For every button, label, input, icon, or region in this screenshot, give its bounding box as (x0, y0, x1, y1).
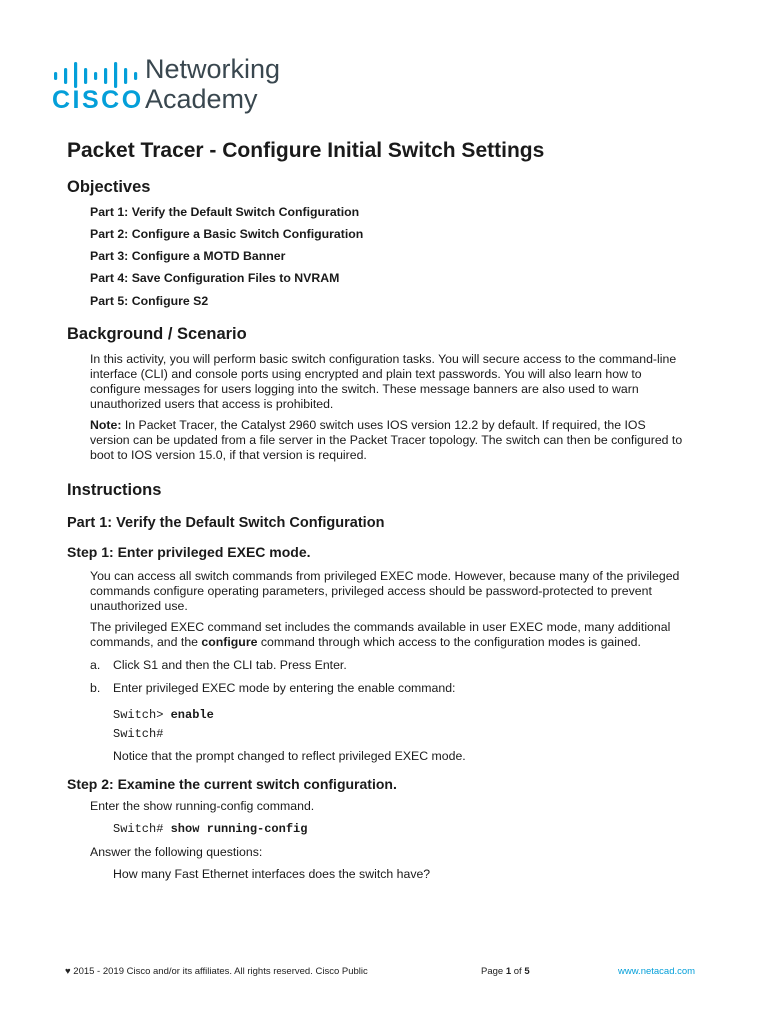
page-number: 1 (505, 966, 512, 977)
step1-item-a: Click S1 and then the CLI tab. Press Enter. (113, 658, 347, 672)
answer-prompt: Answer the following questions: (90, 845, 263, 859)
text-line: configure messages for users logging into the switch. These message banners are also used to warn (90, 382, 639, 396)
objective-item: Part 3: Configure a MOTD Banner (90, 249, 286, 263)
step1-paragraph (90, 569, 679, 614)
text-line: commands configure operating parameters, privileged access should be password-protected to prevent (90, 584, 652, 598)
objective-item: Part 5: Configure S2 (90, 294, 209, 308)
step1-item-b-marker: b. (90, 681, 101, 695)
cli-line (113, 822, 307, 836)
page-total: 5 (524, 966, 530, 977)
note-label: Note: (90, 418, 122, 432)
cli-prompt: Switch# (113, 822, 171, 836)
objective-item: Part 4: Save Configuration Files to NVRAM (90, 271, 340, 285)
text-line: version can be updated from a file server in the Packet Tracer topology. The switch can then be configured to (90, 433, 683, 447)
text-line: interface (CLI) and console ports using encrypted and plain text passwords. You will also learn how to (90, 367, 642, 381)
configure-keyword: configure (201, 635, 258, 649)
objective-item: Part 2: Configure a Basic Switch Configuration (90, 227, 364, 241)
instructions-heading: Instructions (67, 481, 162, 499)
objectives-heading: Objectives (67, 178, 151, 196)
question: How many Fast Ethernet interfaces does the switch have? (113, 867, 431, 881)
footer-page-indicator (481, 966, 530, 977)
text-line: You can access all switch commands from privileged EXEC mode. However, because many of the privileged (90, 569, 680, 583)
step1-heading: Step 1: Enter privileged EXEC mode. (67, 544, 311, 560)
page-label: Page (481, 966, 506, 977)
step2-paragraph: Enter the show running-config command. (90, 799, 315, 813)
step1-notice: Notice that the prompt changed to reflect privileged EXEC mode. (113, 749, 466, 763)
step1-item-b: Enter privileged EXEC mode by entering the enable command: (113, 681, 456, 695)
cli-line (113, 708, 214, 722)
text-line: In Packet Tracer, the Catalyst 2960 switch uses IOS version 12.2 by default. If required, the IOS (121, 418, 646, 432)
page-of: of (511, 966, 525, 977)
part1-heading: Part 1: Verify the Default Switch Configuration (67, 515, 385, 531)
cli-prompt: Switch> (113, 708, 171, 722)
objective-item: Part 1: Verify the Default Switch Configuration (90, 205, 360, 219)
cisco-bars-icon (52, 62, 144, 88)
text-line: In this activity, you will perform basic switch configuration tasks. You will secure access to the command-line (90, 352, 677, 366)
footer-copyright: ♥ 2015 - 2019 Cisco and/or its affiliates. All rights reserved. Cisco Public (65, 966, 368, 977)
step1-item-a-marker: a. (90, 658, 101, 672)
cisco-wordmark: CISCO (52, 86, 144, 114)
cli-command: show running-config (170, 822, 308, 836)
logo-academy: Academy (145, 84, 258, 114)
cli-command: enable (170, 708, 214, 722)
page-title: Packet Tracer - Configure Initial Switch Settings (67, 139, 545, 162)
text-segment: commands, and the (90, 635, 202, 649)
background-heading: Background / Scenario (67, 325, 247, 343)
text-line: unauthorized users that access is prohibited. (90, 397, 334, 411)
cli-line: Switch# (113, 727, 164, 741)
step2-heading: Step 2: Examine the current switch configuration. (67, 776, 397, 792)
text-segment: command through which access to the configuration modes is gained. (257, 635, 641, 649)
step1-paragraph-2 (90, 620, 670, 650)
netacad-link[interactable]: www.netacad.com (618, 966, 696, 977)
background-paragraph (90, 352, 676, 412)
text-line: unauthorized use. (90, 599, 188, 613)
note-paragraph (90, 418, 682, 463)
logo-networking: Networking (145, 54, 281, 84)
text-line: The privileged EXEC command set includes the commands available in user EXEC mode, many additional (90, 620, 671, 634)
text-line: boot to IOS version 15.0, if that version is required. (90, 448, 367, 462)
